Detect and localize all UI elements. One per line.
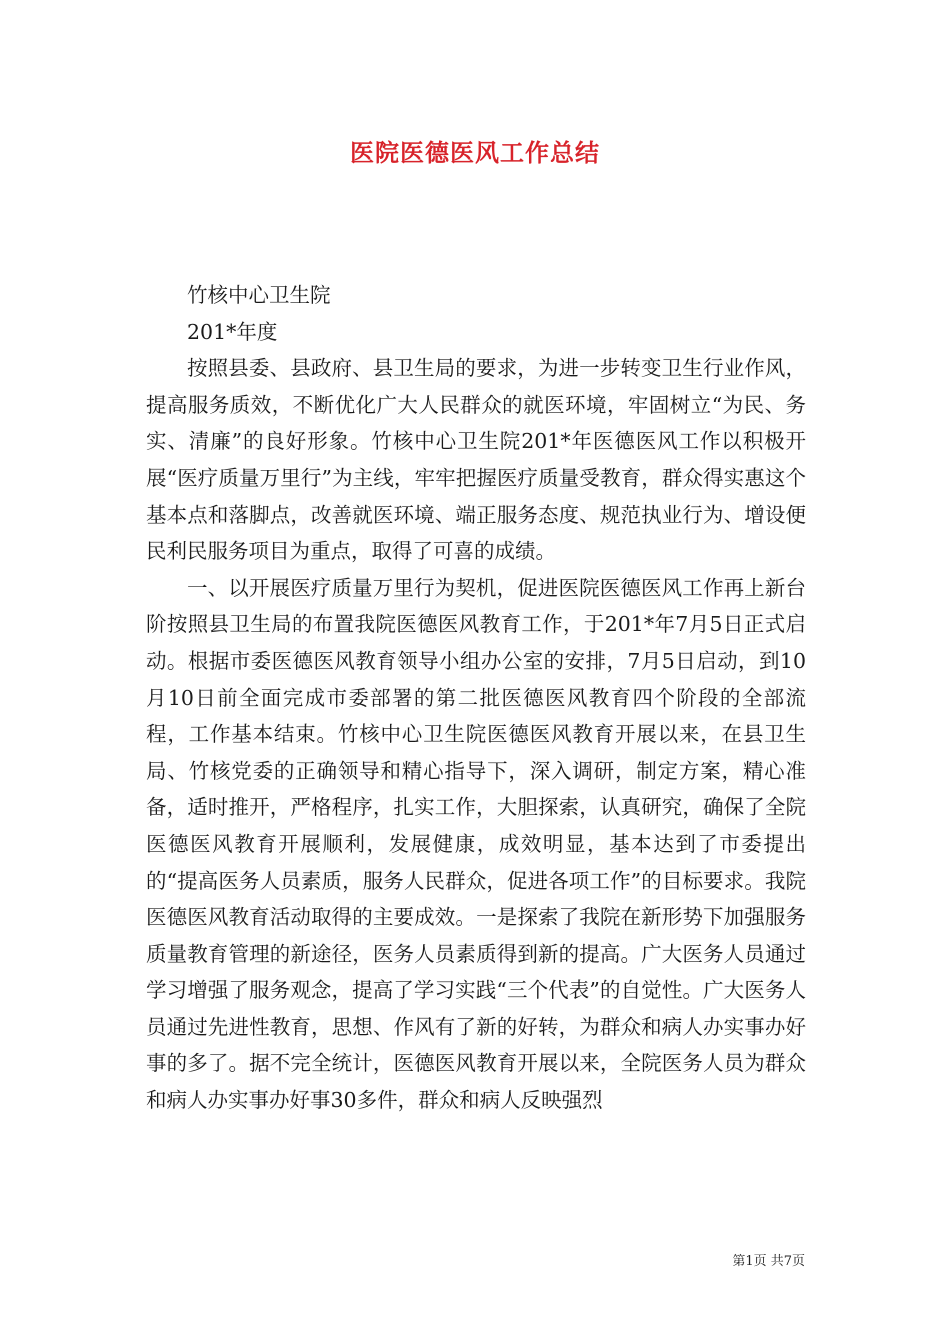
paragraph-section-one: 一、以开展医疗质量万里行为契机，促进医院医德医风工作再上新台阶按照县卫生局的布置我院医德医风教育工作，于201*年7月5日正式启动。根据市委医德医风教育领导小组办公室的安排，7月5日启动，到10月10日前全面完成市委部署的第二批医德医风教育四个阶段的全部流程，工作基本结束。竹核中心卫生院医德医风教育开展以来，在县卫生局、竹核党委的正确领导和精心指导下，深入调研，制定方案，精心准备，适时推开，严格程序，扎实工作，大胆探索，认真研究，确保了全院医德医风教育开展顺利，发展健康，成效明显，基本达到了市委提出的“提高医务人员素质，服务人民群众，促进各项工作”的目标要求。我院医德医风教育活动取得的主要成效。一是探索了我院在新形势下加强服务质量教育管理的新途径，医务人员素质得到新的提高。广大医务人员通过学习增强了服务观念，提高了学习实践“三个代表”的自觉性。广大医务人员通过先进性教育，思想、作风有了新的好转，为群众和病人办实事办好事的多了。据不完全统计，医德医风教育开展以来，全院医务人员为群众和病人办实事办好事30多件，群众和病人反映强烈 [146,575,806,1113]
paragraph-institution: 竹核中心卫生院 [187,283,331,307]
paragraph-intro: 按照县委、县政府、县卫生局的要求，为进一步转变卫生行业作风，提高服务质效，不断优化广大人民群众的就医环境，牢固树立“为民、务实、清廉”的良好形象。竹核中心卫生院201*年医德医风工作以积极开展“医疗质量万里行”为主线，牢牢把握医疗质量受教育，群众得实惠这个基本点和落脚点，改善就医环境、端正服务态度、规范执业行为、增设便民利民服务项目为重点，取得了可喜的成绩。 [146,356,806,564]
document-body [146,277,806,1119]
page-number: 第1页 共7页 [732,1254,805,1269]
document-title: 医院医德医风工作总结 [350,139,600,167]
paragraph-year: 201*年度 [187,319,278,344]
